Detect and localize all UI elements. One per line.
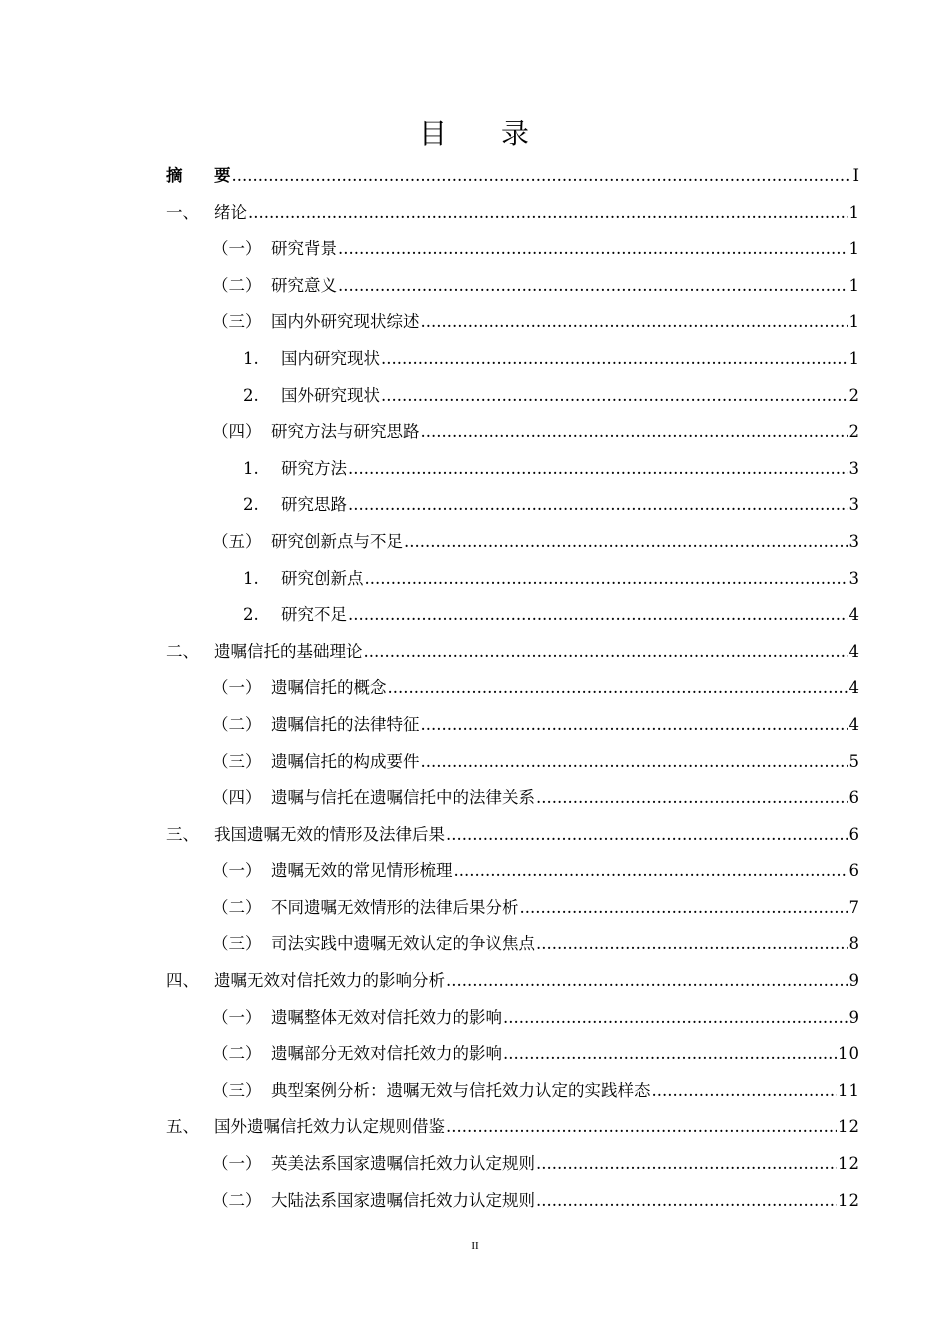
toc-dot-leader <box>421 414 848 451</box>
toc-dot-leader <box>365 561 848 598</box>
toc-entry-title: 遗嘱部分无效对信托效力的影响 <box>271 1044 502 1064</box>
toc-entry-title: 我国遗嘱无效的情形及法律后果 <box>214 824 445 844</box>
toc-entry-title: 国内外研究现状综述 <box>271 312 420 332</box>
toc-entry-title: 研究方法与研究思路 <box>271 422 420 442</box>
toc-entry-number: （三） <box>212 934 262 954</box>
toc-entry-title: 遗嘱信托的构成要件 <box>271 751 420 771</box>
toc-entry-page: 1 <box>848 275 859 295</box>
toc-entry[interactable] <box>166 231 859 268</box>
toc-entry-page: 1 <box>848 348 859 368</box>
toc-entry-title: 研究创新点 <box>281 568 364 588</box>
toc-entry-number: （四） <box>212 422 262 442</box>
toc-entry-number: 摘 <box>166 166 183 185</box>
toc-entry-number: （二） <box>212 897 262 917</box>
toc-dot-leader <box>446 963 848 1000</box>
toc-entry-number: 三、 <box>166 824 199 844</box>
toc-entry-page: 4 <box>848 678 859 698</box>
toc-entry[interactable] <box>166 1036 859 1073</box>
toc-entry[interactable] <box>166 1146 859 1183</box>
toc-entry[interactable] <box>166 304 859 341</box>
toc-dot-leader <box>536 926 848 963</box>
toc-entry-title: 大陆法系国家遗嘱信托效力认定规则 <box>271 1190 535 1210</box>
toc-entry-page: 4 <box>848 714 859 734</box>
toc-entry-number: （一） <box>212 239 262 259</box>
toc-entry-title: 司法实践中遗嘱无效认定的争议焦点 <box>271 934 535 954</box>
toc-entry-number: （一） <box>212 678 262 698</box>
toc-entry-page: I <box>852 166 859 185</box>
toc-entry-number: 1. <box>243 568 259 588</box>
toc-entry-title: 遗嘱整体无效对信托效力的影响 <box>271 1007 502 1027</box>
toc-entry[interactable] <box>166 414 859 451</box>
toc-list <box>166 158 859 1219</box>
toc-entry-title: 国外研究现状 <box>281 385 380 405</box>
toc-entry-title: 遗嘱无效对信托效力的影响分析 <box>214 971 445 991</box>
toc-entry-page: 8 <box>848 934 859 954</box>
toc-entry-number: （五） <box>212 531 262 551</box>
toc-entry-title: 英美法系国家遗嘱信托效力认定规则 <box>271 1154 535 1174</box>
toc-entry[interactable] <box>166 853 859 890</box>
toc-dot-leader <box>364 634 848 671</box>
toc-entry-number: （四） <box>212 788 262 808</box>
toc-entry-page: 3 <box>848 568 859 588</box>
toc-entry-number: （一） <box>212 861 262 881</box>
toc-entry[interactable] <box>166 1183 859 1220</box>
toc-entry-page: 3 <box>848 458 859 478</box>
toc-entry-page: 1 <box>848 202 859 222</box>
toc-entry[interactable] <box>166 670 859 707</box>
toc-dot-leader <box>446 817 848 854</box>
toc-entry-title: 不同遗嘱无效情形的法律后果分析 <box>271 897 519 917</box>
toc-entry-page: 7 <box>848 897 859 917</box>
toc-entry[interactable] <box>166 195 859 232</box>
toc-entry-title: 国内研究现状 <box>281 348 380 368</box>
toc-entry-title: 国外遗嘱信托效力认定规则借鉴 <box>214 1117 445 1137</box>
toc-entry[interactable] <box>166 341 859 378</box>
toc-title <box>0 112 950 152</box>
toc-dot-leader <box>404 524 848 561</box>
toc-dot-leader <box>381 378 848 415</box>
toc-entry-page: 1 <box>848 239 859 259</box>
toc-entry-page: 2 <box>848 422 859 442</box>
toc-entry-title: 研究背景 <box>271 239 337 259</box>
toc-dot-leader <box>503 1036 837 1073</box>
toc-entry[interactable] <box>166 780 859 817</box>
toc-entry[interactable] <box>166 926 859 963</box>
toc-entry-number: 一、 <box>166 202 199 222</box>
toc-entry-title: 研究意义 <box>271 275 337 295</box>
toc-dot-leader <box>446 1109 837 1146</box>
toc-entry[interactable] <box>166 1109 859 1146</box>
toc-dot-leader <box>536 1183 837 1220</box>
toc-entry[interactable] <box>166 597 859 634</box>
toc-entry-number: （一） <box>212 1154 262 1174</box>
toc-entry-number: （三） <box>212 312 262 332</box>
toc-entry[interactable] <box>166 158 859 195</box>
toc-entry[interactable] <box>166 634 859 671</box>
toc-entry-title: 研究创新点与不足 <box>271 531 403 551</box>
page-number: II <box>471 1240 479 1252</box>
toc-entry-page: 12 <box>838 1117 859 1137</box>
toc-dot-leader <box>454 853 848 890</box>
toc-entry[interactable] <box>166 378 859 415</box>
toc-entry-page: 6 <box>848 824 859 844</box>
toc-entry-number: （三） <box>212 1080 262 1100</box>
toc-entry-number: （二） <box>212 1190 262 1210</box>
toc-entry-number: （二） <box>212 275 262 295</box>
toc-entry[interactable] <box>166 1073 859 1110</box>
toc-dot-leader <box>338 231 848 268</box>
toc-entry-number: 1. <box>243 458 259 478</box>
toc-entry[interactable] <box>166 744 859 781</box>
toc-entry[interactable] <box>166 707 859 744</box>
toc-dot-leader <box>421 707 848 744</box>
toc-entry[interactable] <box>166 890 859 927</box>
toc-entry-page: 1 <box>848 312 859 332</box>
toc-dot-leader <box>652 1073 838 1110</box>
toc-dot-leader <box>536 1146 837 1183</box>
toc-entry-number: （一） <box>212 1007 262 1027</box>
toc-entry-title: 遗嘱无效的常见情形梳理 <box>271 861 453 881</box>
toc-entry-page: 12 <box>838 1154 859 1174</box>
toc-entry[interactable] <box>166 817 859 854</box>
toc-entry-number: 2. <box>243 605 259 625</box>
toc-entry[interactable] <box>166 1000 859 1037</box>
toc-entry[interactable] <box>166 963 859 1000</box>
toc-dot-leader <box>388 670 848 707</box>
toc-entry-number: 1. <box>243 348 259 368</box>
toc-entry-title: 研究不足 <box>281 605 347 625</box>
toc-dot-leader <box>421 744 848 781</box>
toc-entry-page: 6 <box>848 861 859 881</box>
toc-dot-leader <box>348 487 848 524</box>
toc-dot-leader <box>248 195 848 232</box>
toc-dot-leader <box>381 341 848 378</box>
toc-entry-page: 10 <box>838 1044 859 1064</box>
toc-entry-number: （二） <box>212 1044 262 1064</box>
toc-entry-page: 4 <box>848 605 859 625</box>
toc-entry-number: （三） <box>212 751 262 771</box>
toc-dot-leader <box>503 1000 848 1037</box>
toc-dot-leader <box>520 890 848 927</box>
toc-entry-page: 4 <box>848 641 859 661</box>
toc-entry-title: 遗嘱信托的基础理论 <box>214 641 363 661</box>
toc-dot-leader <box>232 158 852 195</box>
toc-entry-page: 3 <box>848 531 859 551</box>
toc-entry[interactable] <box>166 487 859 524</box>
toc-entry-title: 遗嘱信托的法律特征 <box>271 714 420 734</box>
toc-entry-page: 6 <box>848 788 859 808</box>
toc-entry-number: （二） <box>212 714 262 734</box>
toc-entry[interactable] <box>166 268 859 305</box>
toc-entry-number: 五、 <box>166 1117 199 1137</box>
toc-entry[interactable] <box>166 524 859 561</box>
toc-title-part2: 录 <box>501 117 532 150</box>
toc-dot-leader <box>338 268 848 305</box>
toc-entry-number: 2. <box>243 385 259 405</box>
toc-entry-title: 研究思路 <box>281 495 347 515</box>
toc-entry-number: 二、 <box>166 641 199 661</box>
toc-entry-page: 11 <box>838 1080 859 1100</box>
toc-entry-title: 要 <box>214 166 231 185</box>
toc-entry-page: 9 <box>848 1007 859 1027</box>
toc-entry-title: 遗嘱与信托在遗嘱信托中的法律关系 <box>271 788 535 808</box>
toc-dot-leader <box>348 451 848 488</box>
toc-entry-page: 9 <box>848 971 859 991</box>
toc-entry-page: 2 <box>848 385 859 405</box>
toc-entry-title: 研究方法 <box>281 458 347 478</box>
toc-entry-page: 3 <box>848 495 859 515</box>
toc-entry-title: 典型案例分析：遗嘱无效与信托效力认定的实践样态 <box>271 1080 651 1100</box>
toc-entry-number: 四、 <box>166 971 199 991</box>
toc-entry-title: 绪论 <box>214 202 247 222</box>
toc-dot-leader <box>421 304 848 341</box>
toc-entry[interactable] <box>166 561 859 598</box>
toc-entry-page: 5 <box>848 751 859 771</box>
toc-entry-page: 12 <box>838 1190 859 1210</box>
toc-entry-number: 2. <box>243 495 259 515</box>
toc-dot-leader <box>348 597 848 634</box>
toc-dot-leader <box>536 780 848 817</box>
toc-entry-title: 遗嘱信托的概念 <box>271 678 387 698</box>
toc-title-part1: 目 <box>418 117 449 150</box>
toc-entry[interactable] <box>166 451 859 488</box>
